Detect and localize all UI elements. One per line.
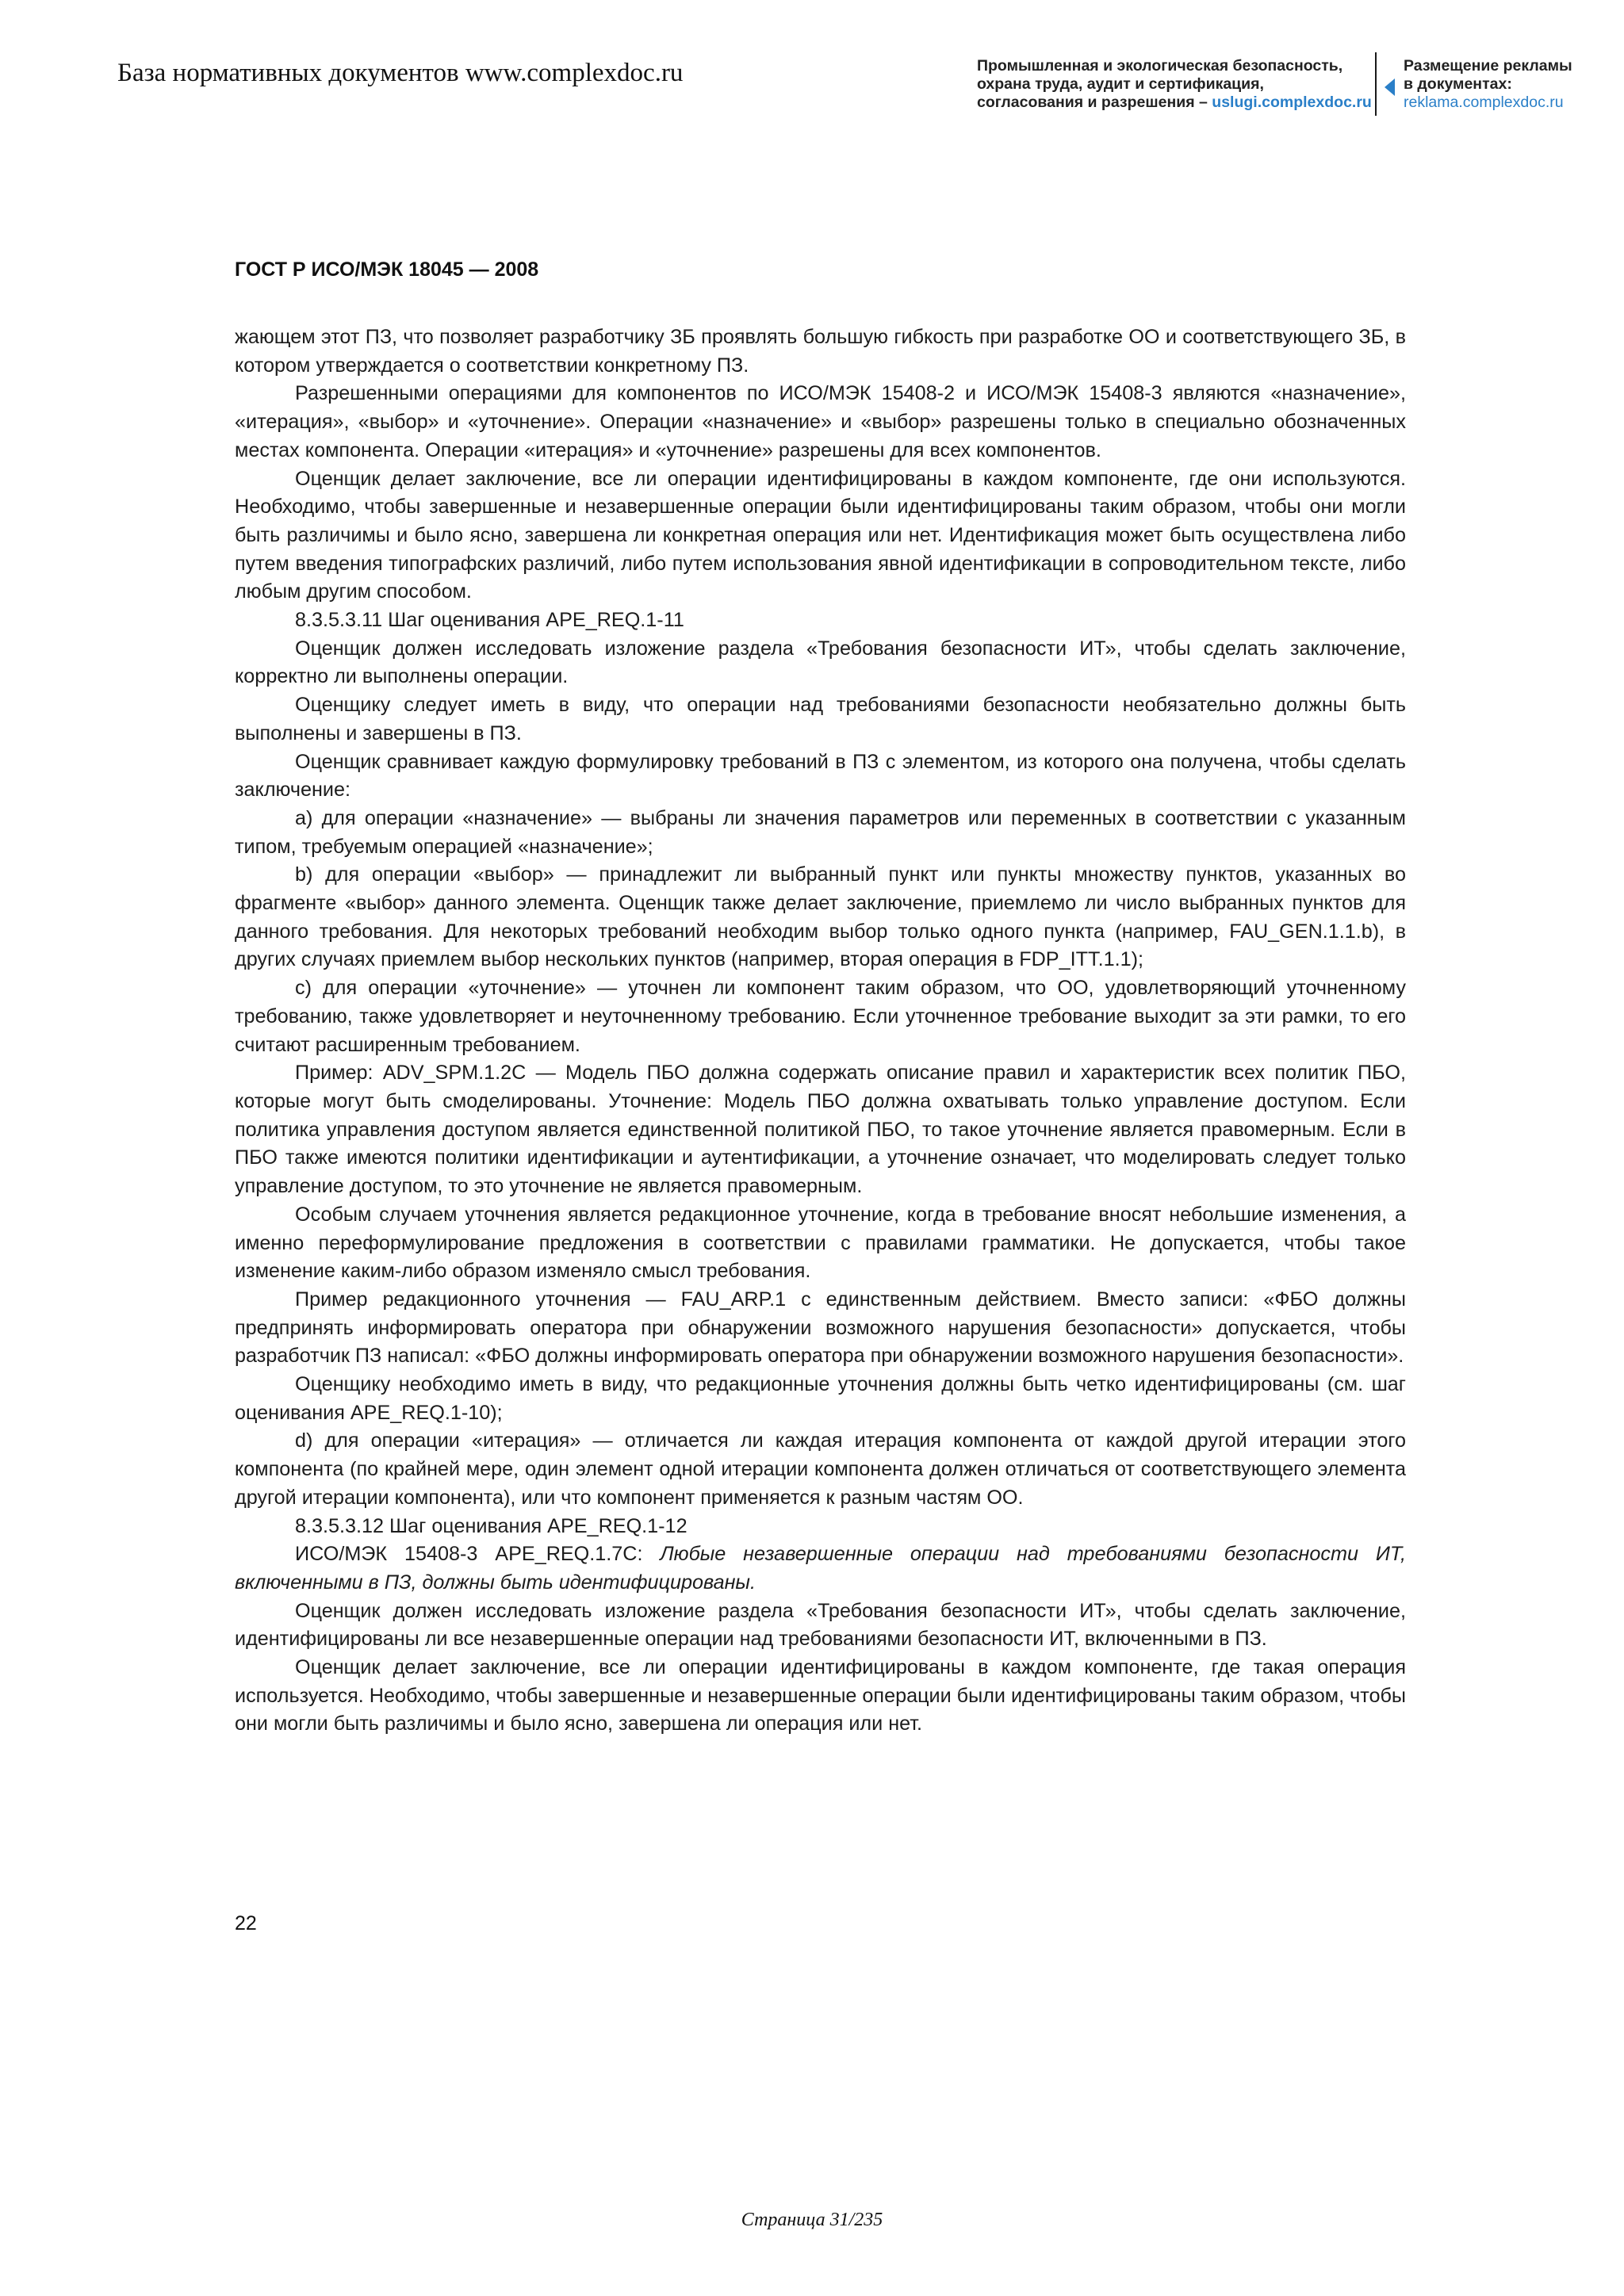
services-line-1: Промышленная и экологическая безопасность, [977, 57, 1343, 75]
example-paragraph: Пример редакционного уточнения — FAU_ARP.1 с единственным действием. Вместо записи: «ФБО должны предпринять информировать оператора при обнаружении возможного нарушения безопасности» допускается, чтобы разработчик ПЗ написал: «ФБО должны информировать оператора при обнаружении возможного нарушения безопасности». [235, 1288, 1406, 1368]
section-heading: 8.3.5.3.12 Шаг оценивания APE_REQ.1-12 [295, 1514, 688, 1537]
arrow-left-icon [1385, 78, 1395, 96]
paragraph: Оценщик сравнивает каждую формулировку требований в ПЗ с элементом, из которого она получена, чтобы сделать заключение: [235, 750, 1406, 802]
list-item: b) для операции «выбор» — принадлежит ли выбранный пункт или пункты множеству пунктов, указанных во фрагменте «выбор» данного элемента. Оценщик также делает заключение, приемлемо ли число выбранных пунктов для данного требования. Для некоторых требований необходим выбор только одного пункта (например, FAU_GEN.1.1.b), в других случаях приемлем выбор нескольких пунктов (например, вторая операция в FDP_ITT.1.1); [235, 863, 1406, 971]
advertising-banner [1404, 57, 1618, 112]
list-item: d) для операции «итерация» — отличается ли каждая итерация компонента от каждой другой итерации этого компонента (по крайней мере, один элемент одной итерации компонента должен отличаться от соответствующего элемента другой итерации компонента), или что компонент применяется к разным частям ОО. [235, 1429, 1406, 1509]
site-header-title: База нормативных документов www.complexdoc.ru [117, 59, 684, 87]
paragraph: Оценщик должен исследовать изложение раздела «Требования безопасности ИТ», чтобы сделать заключение, корректно ли выполнены операции. [235, 637, 1406, 688]
paragraph: жающем этот ПЗ, что позволяет разработчику ЗБ проявлять большую гибкость при разработке ОО и соответствующего ЗБ, в котором утверждается о соответствии конкретному ПЗ. [235, 326, 1406, 377]
services-line-3-text: согласования и разрешения – [977, 94, 1212, 111]
services-line-3 [977, 94, 1373, 112]
requirement-text: Любые незавершенные операции над требованиями безопасности ИТ, включенными в ПЗ, должны быть идентифицированы. [235, 1543, 1406, 1594]
document-body [235, 323, 1406, 1739]
requirement-quote [235, 1540, 1406, 1597]
paragraph: Оценщику необходимо иметь в виду, что редакционные уточнения должны быть четко идентифицированы (см. шаг оценивания APE_REQ.1-10); [235, 1373, 1406, 1424]
page-counter: Страница 31/235 [741, 2210, 883, 2230]
document-code: ГОСТ Р ИСО/МЭК 18045 — 2008 [235, 258, 539, 281]
services-banner [977, 57, 1373, 112]
section-heading: 8.3.5.3.11 Шаг оценивания APE_REQ.1-11 [295, 609, 684, 632]
header-divider [1375, 52, 1377, 116]
advertising-line-2: в документах: [1404, 75, 1512, 93]
paragraph: Оценщик делает заключение, все ли операции идентифицированы в каждом компоненте, где такая операция используется. Необходимо, чтобы завершенные и незавершенные операции были идентифицированы таким образом, чтобы они могли быть различимы и было ясно, завершена ли операция или нет. [235, 1656, 1406, 1735]
paragraph: Особым случаем уточнения является редакционное уточнение, когда в требование вносят небольшие изменения, а именно переформулирование предложения в соответствии с правилами грамматики. Не допускается, чтобы такое изменение каким-либо образом изменяло смысл требования. [235, 1203, 1406, 1283]
requirement-reference: ИСО/МЭК 15408-3 APE_REQ.1.7C: [295, 1543, 661, 1566]
paragraph: Оценщик делает заключение, все ли операции идентифицированы в каждом компоненте, где они используются. Необходимо, чтобы завершенные и незавершенные операции были идентифицированы таким образом, чтобы они могли быть различимы и было ясно, завершена ли конкретная операция или нет. Идентификация может быть осуществлена либо путем введения типографских различий, либо путем использования явной идентификации в сопроводительном тексте, либо любым другим способом. [235, 467, 1406, 603]
list-item: с) для операции «уточнение» — уточнен ли компонент таким образом, что ОО, удовлетворяющий уточненному требованию, также удовлетворяет и неуточненному требованию. Если уточненное требование выходит за эти рамки, то его считают расширенным требованием. [235, 977, 1406, 1056]
services-link[interactable]: uslugi.complexdoc.ru [1212, 94, 1372, 111]
services-line-2: охрана труда, аудит и сертификация, [977, 75, 1264, 93]
advertising-line-1: Размещение рекламы [1404, 57, 1572, 75]
paragraph: Разрешенными операциями для компонентов по ИСО/МЭК 15408-2 и ИСО/МЭК 15408-3 являются «назначение», «итерация», «выбор» и «уточнение». Операции «назначение» и «выбор» разрешены только в специально обозначенных местах компонента. Операции «итерация» и «уточнение» разрешены для всех компонентов. [235, 382, 1406, 461]
example-paragraph: Пример: ADV_SPM.1.2C — Модель ПБО должна содержать описание правил и характеристик всех политик ПБО, которые могут быть смоделированы. Уточнение: Модель ПБО должна охватывать только управление доступом. Если политика управления доступом является единственной политикой ПБО, то такое уточнение является правомерным. Если в ПБО также имеются политики идентификации и аутентификации, а уточнение означает, что моделировать следует только управление доступом, то это уточнение не является правомерным. [235, 1062, 1406, 1198]
advertising-link[interactable]: reklama.complexdoc.ru [1404, 94, 1564, 111]
list-item: а) для операции «назначение» — выбраны ли значения параметров или переменных в соответствии с указанным типом, требуемым операцией «назначение»; [235, 806, 1406, 858]
paragraph: Оценщику следует иметь в виду, что операции над требованиями безопасности необязательно должны быть выполнены и завершены в ПЗ. [235, 694, 1406, 744]
page-number: 22 [235, 1912, 257, 1934]
paragraph: Оценщик должен исследовать изложение раздела «Требования безопасности ИТ», чтобы сделать заключение, идентифицированы ли все незавершенные операции над требованиями безопасности ИТ, включенными в ПЗ. [235, 1599, 1406, 1651]
